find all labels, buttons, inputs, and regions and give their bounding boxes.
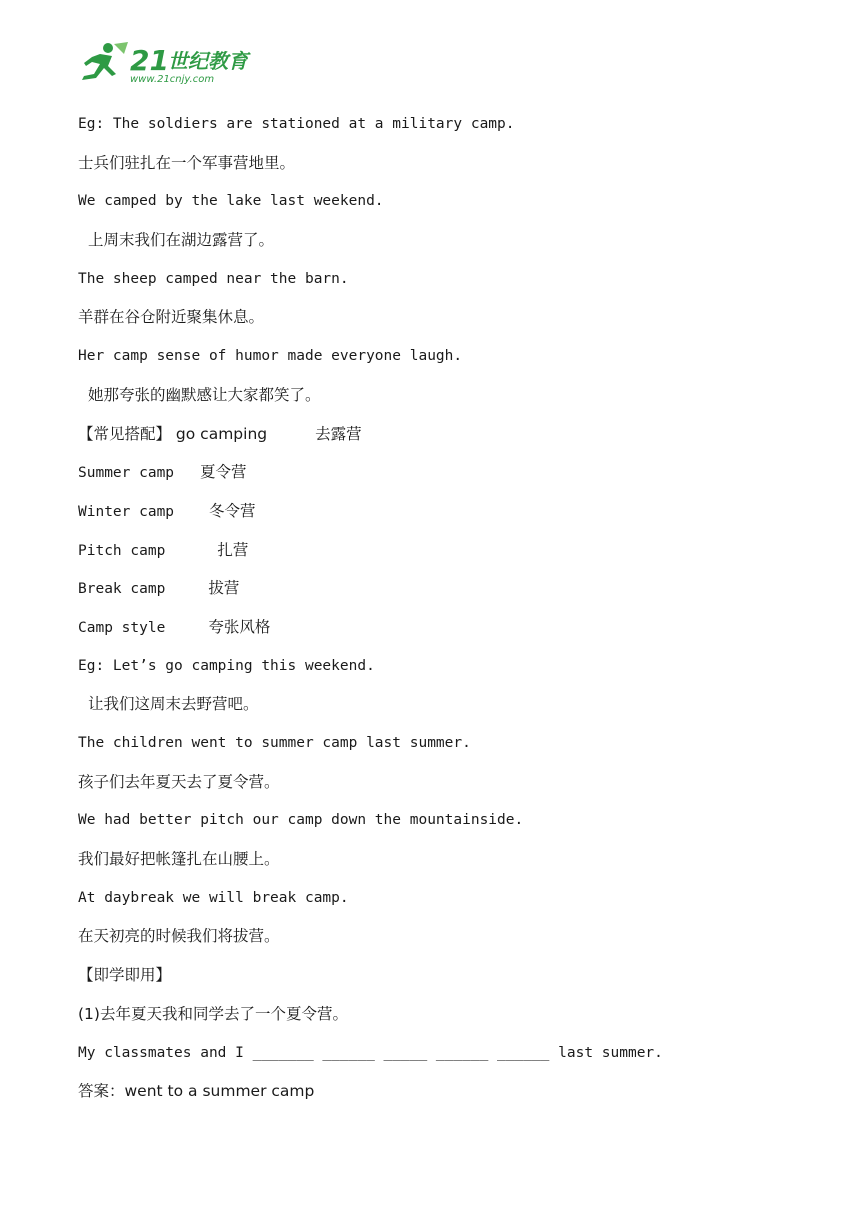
collocation-row — [78, 536, 838, 575]
collocation-heading — [78, 420, 838, 459]
collocation-row — [78, 458, 838, 497]
exercise-blanks: My classmates and I _______ ______ _____ ______ ______ last summer. — [78, 1044, 663, 1061]
collocation-meaning: 夸张风格 — [208, 617, 271, 636]
practice-heading: 【即学即用】 — [78, 966, 172, 985]
collocation-meaning: 去露营 — [315, 424, 362, 443]
collocation-term: Summer camp — [78, 465, 175, 482]
example-translation: 她那夸张的幽默感让大家都笑了。 — [88, 385, 321, 404]
collocation-row — [78, 574, 838, 613]
example-sentence: At daybreak we will break camp. — [78, 889, 349, 906]
svg-text:www.21cnjy.com: www.21cnjy.com — [130, 74, 215, 84]
collocation-term: 【常见搭配】 go camping — [78, 424, 268, 443]
collocation-meaning: 拔营 — [208, 579, 240, 598]
collocation-row — [78, 613, 838, 652]
example-sentence: Her camp sense of humor made everyone laugh. — [78, 348, 463, 365]
example-translation: 上周末我们在湖边露营了。 — [88, 231, 275, 250]
example-sentence: Eg: Let’s go camping this weekend. — [78, 657, 375, 674]
collocation-term: Pitch camp — [78, 542, 166, 559]
collocation-row — [78, 497, 838, 536]
site-logo — [78, 40, 258, 84]
collocation-meaning: 冬令营 — [209, 501, 256, 520]
example-sentence: The sheep camped near the barn. — [78, 270, 349, 287]
example-translation: 让我们这周末去野营吧。 — [88, 695, 259, 714]
collocation-meaning: 夏令营 — [200, 463, 247, 482]
example-sentence: We had better pitch our camp down the mountainside. — [78, 812, 524, 829]
document-body — [78, 110, 838, 1116]
collocation-term: Camp style — [78, 619, 166, 636]
svg-text:世纪教育: 世纪教育 — [168, 49, 248, 73]
example-translation: 孩子们去年夏天去了夏令营。 — [78, 772, 280, 791]
collocation-term: Winter camp — [78, 503, 175, 520]
exercise-answer: 答案：went to a summer camp — [78, 1082, 315, 1101]
example-translation: 羊群在谷仓附近聚集休息。 — [78, 308, 265, 327]
example-sentence: The children went to summer camp last summer. — [78, 735, 471, 751]
exercise-prompt: (1)去年夏天我和同学去了一个夏令营。 — [78, 1004, 348, 1023]
collocation-meaning: 扎营 — [217, 540, 249, 559]
example-translation: 士兵们驻扎在一个军事营地里。 — [78, 153, 296, 172]
runner-logo-icon — [78, 40, 258, 84]
example-translation: 我们最好把帐篷扎在山腰上。 — [78, 850, 280, 869]
example-translation: 在天初亮的时候我们将拔营。 — [78, 927, 280, 946]
example-sentence: We camped by the lake last weekend. — [78, 193, 384, 210]
example-sentence: Eg: The soldiers are stationed at a military camp. — [78, 116, 515, 132]
svg-text:21: 21 — [130, 44, 169, 77]
collocation-term: Break camp — [78, 581, 166, 598]
